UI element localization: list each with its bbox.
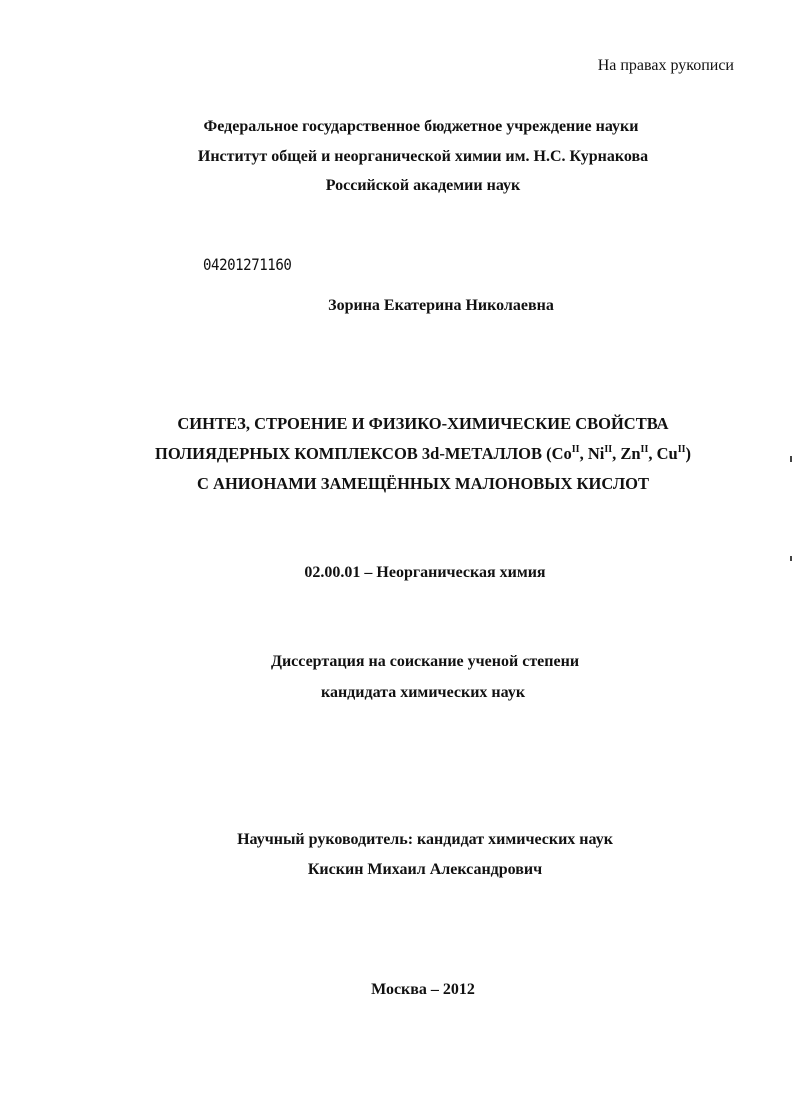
metal-symbol: Ni xyxy=(587,444,605,463)
organization-line-1: Федеральное государственное бюджетное учреждение науки xyxy=(203,118,639,135)
metal-zn xyxy=(620,444,656,463)
title-line-2-prefix: ПОЛИЯДЕРНЫХ КОМПЛЕКСОВ 3d-МЕТАЛЛОВ ( xyxy=(155,444,552,463)
oxidation-state: II xyxy=(640,444,649,455)
rights-note: На правах рукописи xyxy=(597,57,734,74)
author-name: Зорина Екатерина Николаевна xyxy=(328,297,554,314)
metal-symbol: Cu xyxy=(656,444,678,463)
metal-separator: , xyxy=(612,444,621,463)
dissertation-line-2: кандидата химических наук xyxy=(320,684,526,701)
specialty: 02.00.01 – Неорганическая химия xyxy=(304,564,546,581)
oxidation-state: II xyxy=(604,444,613,455)
scan-mark xyxy=(790,556,792,561)
title-line-1: СИНТЕЗ, СТРОЕНИЕ И ФИЗИКО-ХИМИЧЕСКИЕ СВОЙСТВА xyxy=(177,414,669,433)
metal-symbol: Co xyxy=(551,444,572,463)
metal-separator: , xyxy=(648,444,657,463)
metal-co xyxy=(552,444,588,463)
supervisor-title: Научный руководитель: кандидат химических наук xyxy=(237,831,613,848)
organization-line-3: Российской академии наук xyxy=(325,177,521,194)
metal-ni xyxy=(588,444,621,463)
supervisor-name: Кискин Михаил Александрович xyxy=(307,861,543,878)
metal-symbol: Zn xyxy=(620,444,641,463)
oxidation-state: II xyxy=(571,444,580,455)
organization-line-2: Институт общей и неорганической химии им. Н.С. Курнакова xyxy=(197,148,649,165)
metal-separator: , xyxy=(579,444,588,463)
metal-cu xyxy=(657,444,691,463)
city-year: Москва – 2012 xyxy=(371,981,475,998)
oxidation-state: II xyxy=(677,444,686,455)
title-line-2 xyxy=(26,444,794,464)
title-line-3: С АНИОНАМИ ЗАМЕЩЁННЫХ МАЛОНОВЫХ КИСЛОТ xyxy=(197,474,649,493)
scan-mark xyxy=(790,456,792,462)
dissertation-line-1: Диссертация на соискание ученой степени xyxy=(270,653,580,670)
metal-separator: ) xyxy=(685,444,691,463)
catalog-code: 04201271160 xyxy=(203,255,292,274)
